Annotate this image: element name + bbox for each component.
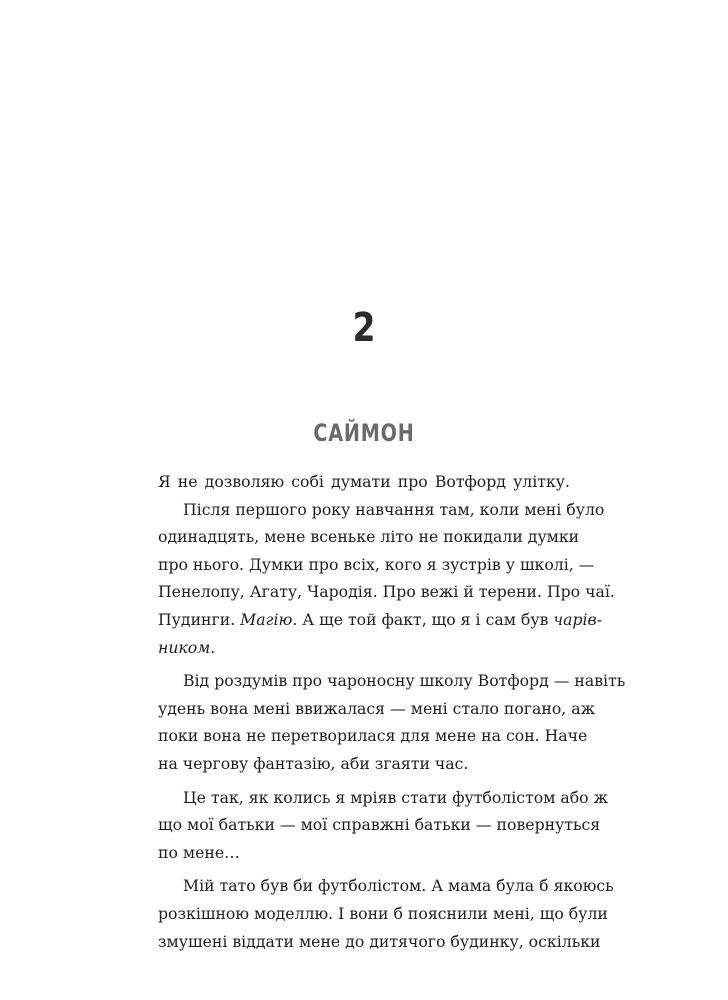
text-line <box>158 606 602 634</box>
text-line <box>158 634 570 662</box>
text-run: . <box>210 637 216 657</box>
chapter-number: 2 <box>352 305 376 351</box>
text-line: Я не дозволяю собі думати про Вотфорд улітку. <box>158 472 570 491</box>
italic-text-run: Магію <box>240 609 293 629</box>
text-run: Пудинги. <box>158 609 241 629</box>
text-run: . А ще той факт, що я і сам був <box>292 609 554 629</box>
text-line: Від роздумів про чароносну школу Вотфорд — навіть <box>183 671 626 691</box>
text-line: поки вона не перетворилася для мене на сон. Наче <box>158 726 588 746</box>
text-line: удень вона мені ввижалася — мені стало погано, аж <box>158 698 596 718</box>
text-line: Після першого року навчання там, коли мені було <box>183 499 605 519</box>
text-line: розкішною моделлю. І вони б пояснили мені, що були <box>158 903 608 923</box>
chapter-title: САЙМОН <box>313 419 415 447</box>
text-line: Мій тато був би футболістом. А мама була б якоюсь <box>183 876 614 896</box>
text-line: одинадцять, мене всеньке літо не покидали думки <box>158 527 580 547</box>
text-line: Пенелопу, Агату, Чародія. Про вежі й терени. Про чаї. <box>158 582 615 602</box>
italic-text-run: чарів- <box>553 609 602 629</box>
text-line: що мої батьки — мої справжні батьки — повернуться <box>158 815 601 835</box>
text-line: про нього. Думки про всіх, кого я зустрів у школі, — <box>158 554 595 574</box>
text-line: Це так, як колись я мріяв стати футболістом або ж <box>183 787 609 807</box>
text-line: на чергову фантазію, аби згаяти час. <box>158 753 469 773</box>
italic-text-run: ником <box>158 637 211 657</box>
chapter-body-text <box>158 468 626 955</box>
text-line: змушені віддати мене до дитячого будинку, оскільки <box>158 931 601 951</box>
text-line: по мене… <box>158 842 240 862</box>
